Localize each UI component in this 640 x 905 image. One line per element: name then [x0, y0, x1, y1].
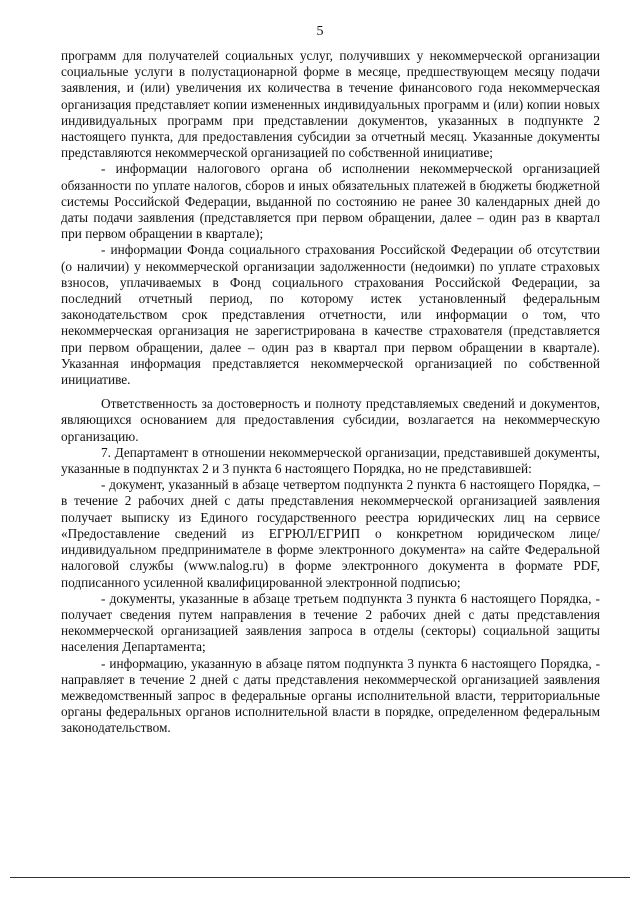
document-body [61, 48, 600, 737]
page-number: 5 [316, 24, 324, 39]
paragraph-interagency-request: - информацию, указанную в абзаце пятом подпункта 3 пункта 6 настоящего Порядка, - направляет в течение 2 дней с даты представления некоммерческой организацией заявления межведомственный запрос в федеральные органы исполнительной власти, территориальные органы федеральных органов исполнительной власти в порядке, определенном федеральным законодательством. [61, 655, 600, 736]
paragraph-registry-extract: - документ, указанный в абзаце четвертом подпункта 2 пункта 6 настоящего Порядка, – в течение 2 рабочих дней с даты представления некоммерческой организацией заявления получает выписку из Единого государственного реестра юридических лиц на сервисе «Предоставление сведений из ЕГРЮЛ/ЕГРИП о конкретном юридическом лице/индивидуальном предпринимателе в форме электронного документа» на сайте Федеральной налоговой службы (www.nalog.ru) в форме электронного документа в формате PDF, подписанного усиленной квалифицированной электронной подписью; [61, 477, 600, 590]
paragraph-social-protection-request: - документы, указанные в абзаце третьем подпункта 3 пункта 6 настоящего Порядка, - получает сведения путем направления в течение 2 рабочих дней с даты представления некоммерческой организацией заявления запроса в отделы (секторы) социальной защиты населения Департамента; [61, 590, 600, 655]
paragraph-continuation: программ для получателей социальных услуг, получивших у некоммерческой организации социальные услуги в полустационарной форме в месяце, предшествующем месяцу подачи заявления, и (или) увеличения их количества в течение финансового года некоммерческая организация представляет копии измененных индивидуальных программ и (или) копии новых индивидуальных программ при представлении документов, указанных в подпункте 2 настоящего пункта, для предоставления субсидии за отчетный месяц. Указанные документы представляются некоммерческой организацией по собственной инициативе; [61, 48, 600, 161]
paragraph-responsibility: Ответственность за достоверность и полноту представляемых сведений и документов, являющихся основанием для предоставления субсидии, возлагается на некоммерческую организацию. [61, 396, 600, 444]
paragraph-social-fund-info: - информации Фонда социального страхования Российской Федерации об отсутствии (о наличии) у некоммерческой организации задолженности (недоимки) по уплате страховых взносов, уплачиваемых в Фонд социального страхования Российской Федерации, за последний отчетный период, по которому истек установленный федеральным законодательством срок представления отчетности, или информации о том, что некоммерческая организация не зарегистрирована в качестве страхователя (представляется при первом обращении, далее – один раз в квартал при первом обращении в квартале). Указанная информация представляется некоммерческой организацией по собственной инициативе. [61, 242, 600, 388]
paragraph-tax-info: - информации налогового органа об исполнении некоммерческой организацией обязанности по уплате налогов, сборов и иных обязательных платежей в бюджеты бюджетной системы Российской Федерации, выданной по состоянию не ранее 30 календарных дней до даты подачи заявления (представляется при первом обращении, далее – один раз в квартал при первом обращении в квартале); [61, 161, 600, 242]
bottom-divider [10, 877, 630, 878]
paragraph-clause-7: 7. Департамент в отношении некоммерческой организации, представившей документы, указанные в подпунктах 2 и 3 пункта 6 настоящего Порядка, но не представившей: [61, 444, 600, 477]
